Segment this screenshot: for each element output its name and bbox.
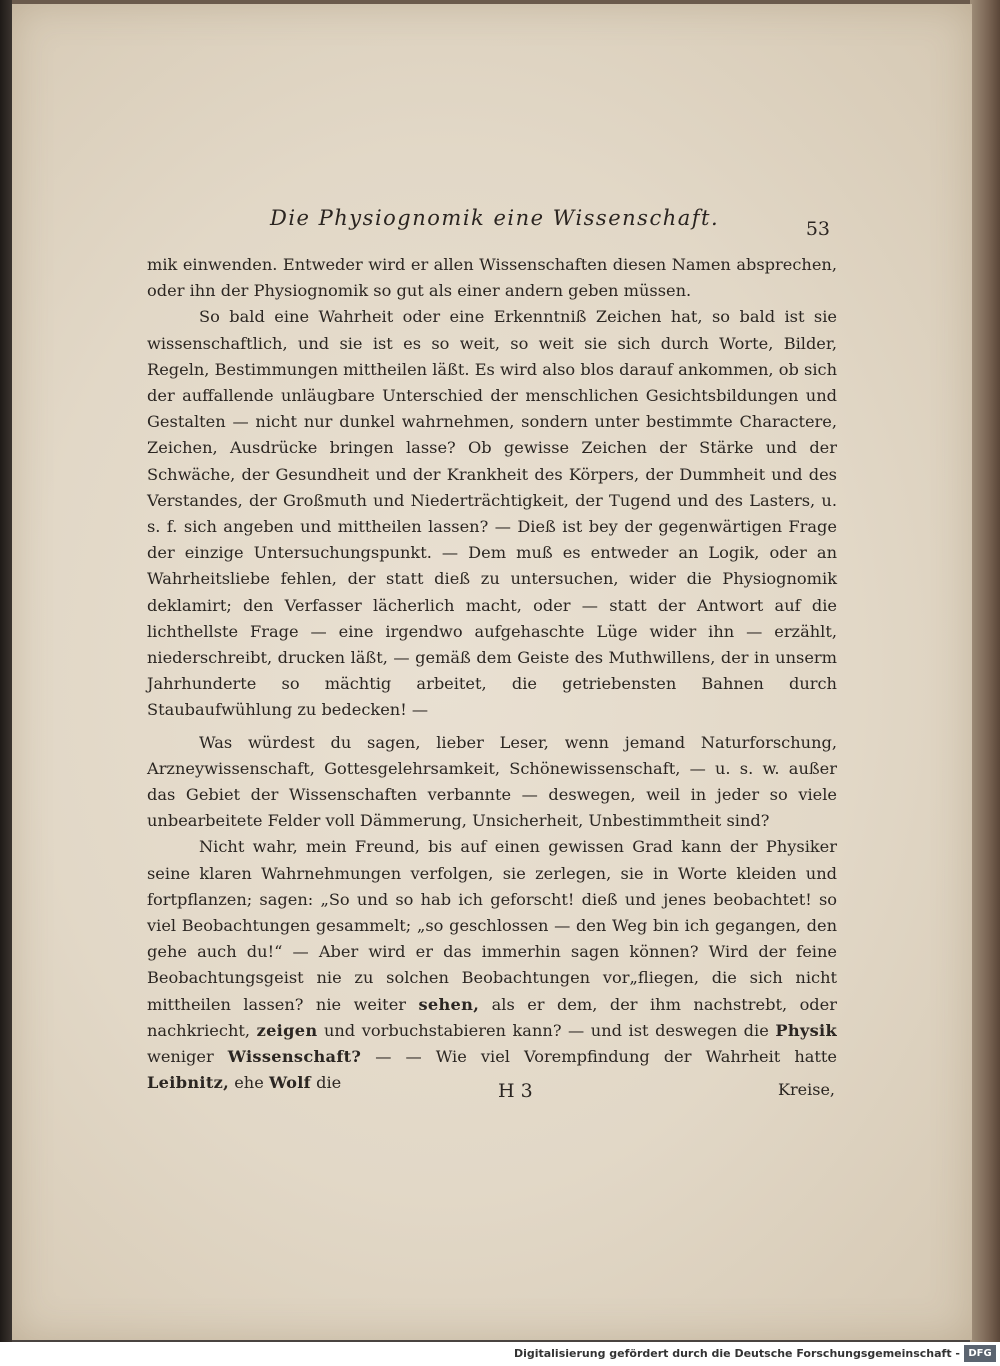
digitization-footer <box>0 1342 1000 1366</box>
text-run: Was würdest du sagen, lieber Leser, wenn jemand Naturforschung, Arzneywissenschaft, Gottesgelehrsamkeit, Schönewissenschaft, — u. s. w. außer das Gebiet der Wissenschaften verbannte — deswegen, weil in jeder so viele unbearbeitete Felder voll Dämmerung, Unsicherheit, Unbestimmtheit sind? <box>147 732 837 831</box>
signature-mark: H 3 <box>498 1080 533 1102</box>
text-run: ehe <box>229 1073 269 1093</box>
emphasis-leibnitz: Leibnitz, <box>147 1073 230 1093</box>
text-run: als er dem, der ihm nachstrebt, oder nachkriecht, <box>147 994 837 1040</box>
emphasis-physik: Physik <box>775 1020 837 1040</box>
book-gutter-shadow <box>0 0 12 1342</box>
emphasis-wolf: Wolf <box>268 1073 311 1093</box>
text-run: weniger <box>147 1047 228 1067</box>
text-run: mik einwenden. Entweder wird er allen Wissenschaften diesen Namen absprechen, oder ihn der Physiognomik so gut als einer andern geben müssen. <box>147 255 837 301</box>
dfg-logo: DFG <box>964 1345 996 1362</box>
emphasis-wissenschaft: Wissenschaft? <box>227 1047 362 1067</box>
running-head <box>270 206 830 246</box>
paragraph-1 <box>147 252 837 304</box>
text-run: und vorbuchstabieren kann? — und ist deswegen die <box>317 1020 776 1040</box>
emphasis-zeigen: zeigen <box>256 1020 318 1040</box>
paragraph-2 <box>147 304 837 723</box>
book-page-edges <box>970 0 1000 1342</box>
text-run: So bald eine Wahrheit oder eine Erkenntniß Zeichen hat, so bald ist sie wissenschaftlich, und sie ist es so weit, so weit sie sich durch Worte, Bilder, Regeln, Bestimmungen mittheilen läßt. Es wird also blos darauf ankommen, ob sich der auffallende unläugbare Unterschied der menschlichen Gesichtsbildungen und Gestalten — nicht nur dunkel wahrnehmen, sondern unter bestimmte Charactere, Zeichen, Ausdrücke bringen lasse? Ob gewisse Zeichen der Stärke und der Schwäche, der Gesundheit und der Krankheit des Körpers, der Dummheit und des Verstandes, der Großmuth und Niederträchtigkeit, der Tugend und des Lasters, u. s. f. sich angeben und mittheilen lassen? — Dieß ist bey der gegenwärtigen Frage der einzige Untersuchungspunkt. — Dem muß es entweder an Logik, oder an Wahrheitsliebe fehlen, der statt dieß zu untersuchen, wider die Physiognomik deklamirt; den Verfasser lächerlich macht, oder — statt der Antwort auf die lichthellste Frage — eine irgendwo aufgehaschte Lüge wider ihn — erzählt, niederschreibt, drucken läßt, — gemäß dem Geiste des Muthwillens, der in unserm Jahrhunderte so mächtig arbeitet, die getriebensten Bahnen durch Staubaufwühlung zu bedecken! — <box>147 307 837 720</box>
catchword: Kreise, <box>778 1080 835 1099</box>
body-text <box>147 252 837 1097</box>
emphasis-sehen: sehen, <box>418 994 480 1014</box>
footer-credit: Digitalisierung gefördert durch die Deutsche Forschungsgemeinschaft - <box>513 1347 960 1360</box>
text-run: die <box>310 1073 342 1093</box>
text-run: — — Wie viel Vorempfindung der Wahrheit hatte <box>361 1047 837 1067</box>
running-title: Die Physiognomik eine Wissenschaft. <box>270 206 720 230</box>
paragraph-4 <box>147 834 837 1096</box>
paragraph-3 <box>147 730 837 835</box>
page-number: 53 <box>805 218 830 240</box>
text-run: Nicht wahr, mein Freund, bis auf einen gewissen Grad kann der Physiker seine klaren Wahrnehmungen verfolgen, sie zerlegen, sie in Worte kleiden und fortpflanzen; sagen: „So und so hab ich geforscht! dieß und jenes beobachtet! so viel Beobachtungen gesammelt; „so geschlossen — den Weg bin ich gegangen, den gehe auch du!“ — Aber wird er das immerhin sagen können? Wird der feine Beobachtungsgeist nie zu solchen Beobachtungen vor„fliegen, die sich nicht mittheilen lassen? nie weiter <box>147 837 837 1014</box>
